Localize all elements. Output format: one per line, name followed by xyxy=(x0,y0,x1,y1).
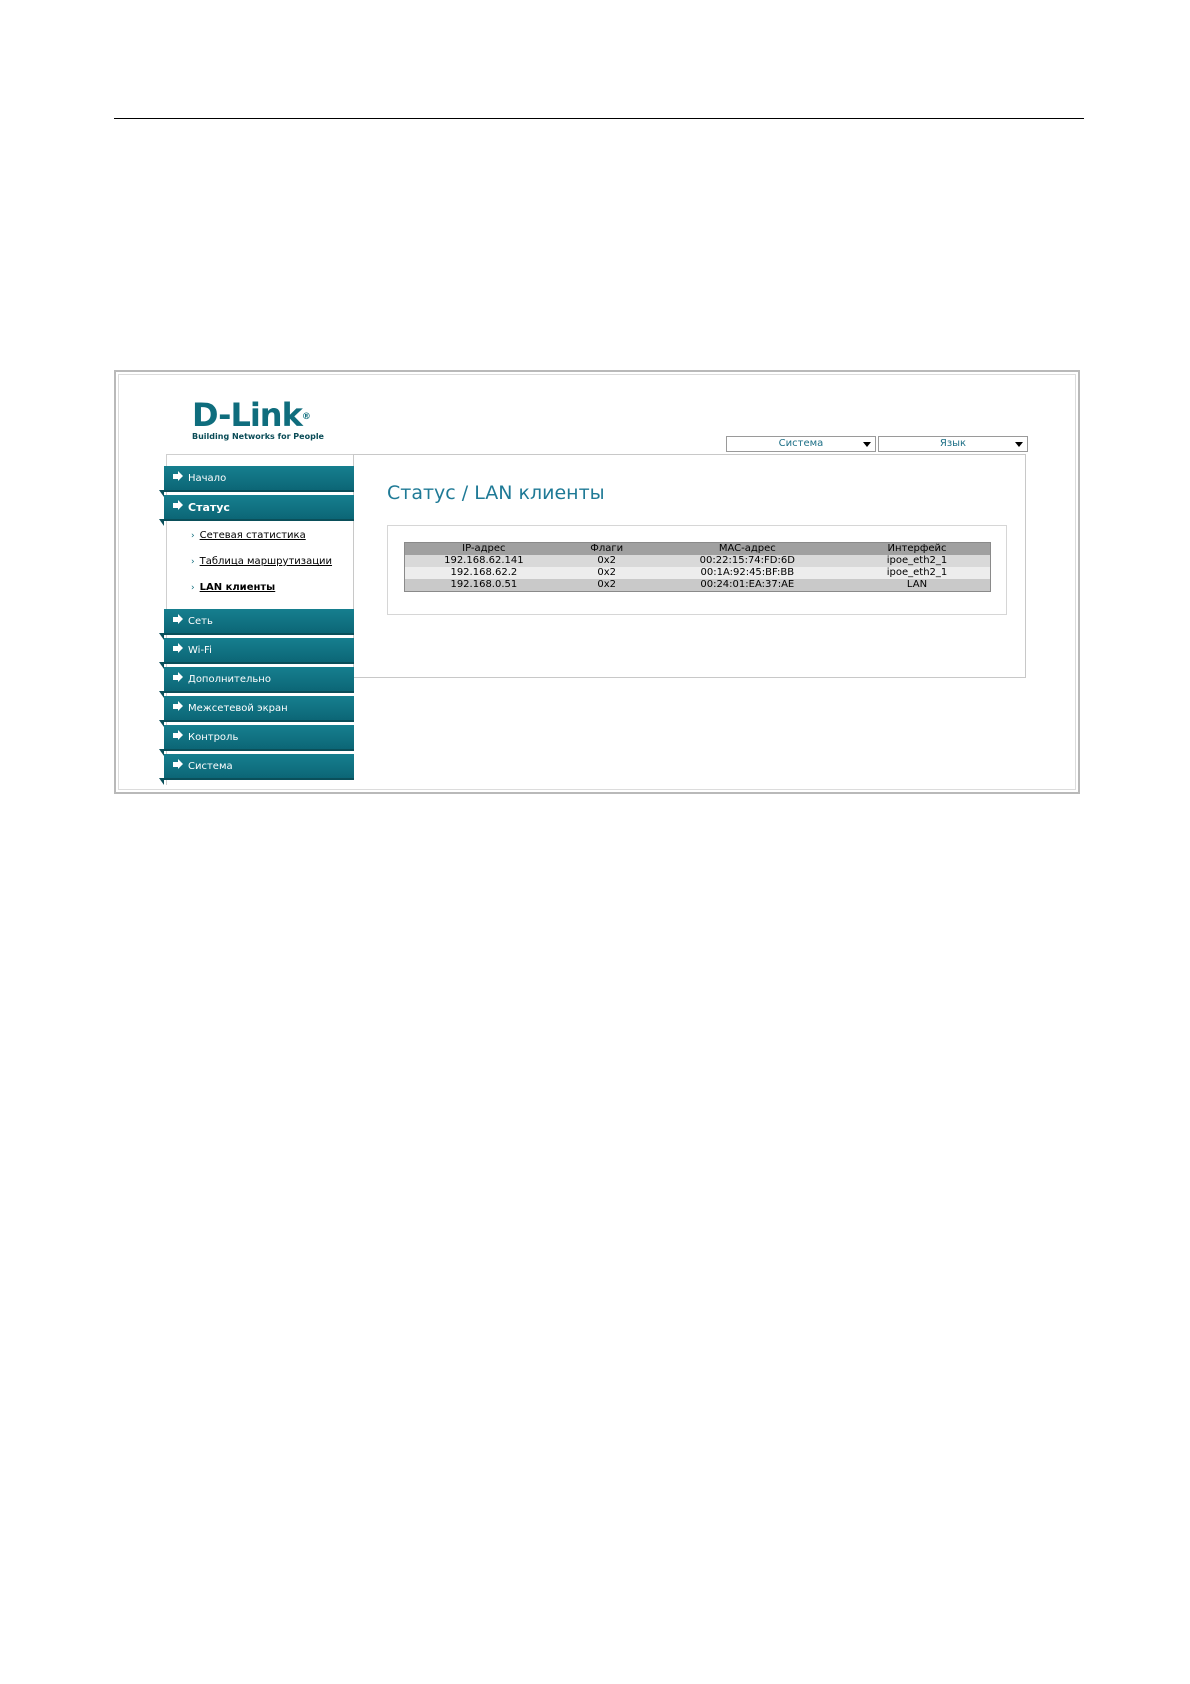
cell-flags: 0x2 xyxy=(563,579,651,592)
dlink-logo xyxy=(192,396,324,441)
sidebar-item-label: Контроль xyxy=(188,732,239,743)
sidebar-item-label: Межсетевой экран xyxy=(188,703,288,714)
lan-clients-panel xyxy=(387,525,1007,615)
cell-mac: 00:24:01:EA:37:AE xyxy=(651,579,844,592)
sidebar-item-control[interactable] xyxy=(164,725,354,751)
column-header-ip: IP-адрес xyxy=(405,543,563,556)
sidebar-item-label: Статус xyxy=(188,501,230,514)
arrow-right-icon xyxy=(173,704,178,709)
table-row xyxy=(405,579,991,592)
cell-interface: ipoe_eth2_1 xyxy=(844,567,991,579)
language-menu-dropdown[interactable] xyxy=(878,436,1028,452)
system-menu-dropdown[interactable] xyxy=(726,436,876,452)
chevron-right-icon: › xyxy=(191,583,195,593)
column-header-mac: MAC-адрес xyxy=(651,543,844,556)
cell-interface: ipoe_eth2_1 xyxy=(844,555,991,567)
cell-mac: 00:22:15:74:FD:6D xyxy=(651,555,844,567)
cell-ip: 192.168.0.51 xyxy=(405,579,563,592)
arrow-right-icon xyxy=(173,474,178,479)
sidebar-item-label: Сеть xyxy=(188,616,213,627)
column-header-interface: Интерфейс xyxy=(844,543,991,556)
chevron-right-icon: › xyxy=(191,557,195,567)
page-title: Статус / LAN клиенты xyxy=(387,482,605,504)
registered-mark: ® xyxy=(301,412,310,422)
cell-mac: 00:1A:92:45:BF:BB xyxy=(651,567,844,579)
submenu-item-routing-table[interactable]: › Таблица маршрутизации xyxy=(191,556,333,567)
table-row xyxy=(405,567,991,579)
arrow-right-icon xyxy=(173,733,178,738)
language-menu-label: Язык xyxy=(939,438,967,449)
sidebar-item-label: Начало xyxy=(188,473,227,484)
logo-wordmark: D-Link xyxy=(192,396,302,434)
chevron-down-icon xyxy=(1015,442,1023,447)
sidebar-item-network[interactable] xyxy=(164,609,354,635)
sidebar-item-system[interactable] xyxy=(164,754,354,780)
arrow-right-icon xyxy=(173,617,178,622)
chevron-right-icon: › xyxy=(191,531,195,541)
sidebar-item-home[interactable] xyxy=(164,466,354,492)
sidebar-item-status[interactable] xyxy=(164,495,354,521)
logo-tagline: Building Networks for People xyxy=(192,432,324,441)
chevron-down-icon xyxy=(863,442,871,447)
table-header-row xyxy=(405,543,991,556)
submenu-item-lan-clients[interactable]: › LAN клиенты xyxy=(191,582,276,593)
submenu-item-network-statistics[interactable]: › Сетевая статистика xyxy=(191,530,306,541)
document-header-rule xyxy=(114,118,1084,119)
sidebar-item-advanced[interactable] xyxy=(164,667,354,693)
arrow-right-icon xyxy=(173,646,178,651)
table-row xyxy=(405,555,991,567)
cell-ip: 192.168.62.141 xyxy=(405,555,563,567)
sidebar-item-label: Дополнительно xyxy=(188,674,271,685)
sidebar-item-label: Система xyxy=(188,761,233,772)
system-menu-label: Система xyxy=(778,438,824,449)
arrow-right-icon xyxy=(173,762,178,767)
lan-clients-table xyxy=(404,542,991,592)
cell-interface: LAN xyxy=(844,579,991,592)
sidebar-item-label: Wi-Fi xyxy=(188,645,212,656)
cell-flags: 0x2 xyxy=(563,567,651,579)
column-header-flags: Флаги xyxy=(563,543,651,556)
router-web-ui-screenshot xyxy=(114,370,1080,794)
sidebar-item-firewall[interactable] xyxy=(164,696,354,722)
arrow-right-icon xyxy=(173,503,178,508)
arrow-right-icon xyxy=(173,675,178,680)
cell-ip: 192.168.62.2 xyxy=(405,567,563,579)
cell-flags: 0x2 xyxy=(563,555,651,567)
sidebar-item-wifi[interactable] xyxy=(164,638,354,664)
